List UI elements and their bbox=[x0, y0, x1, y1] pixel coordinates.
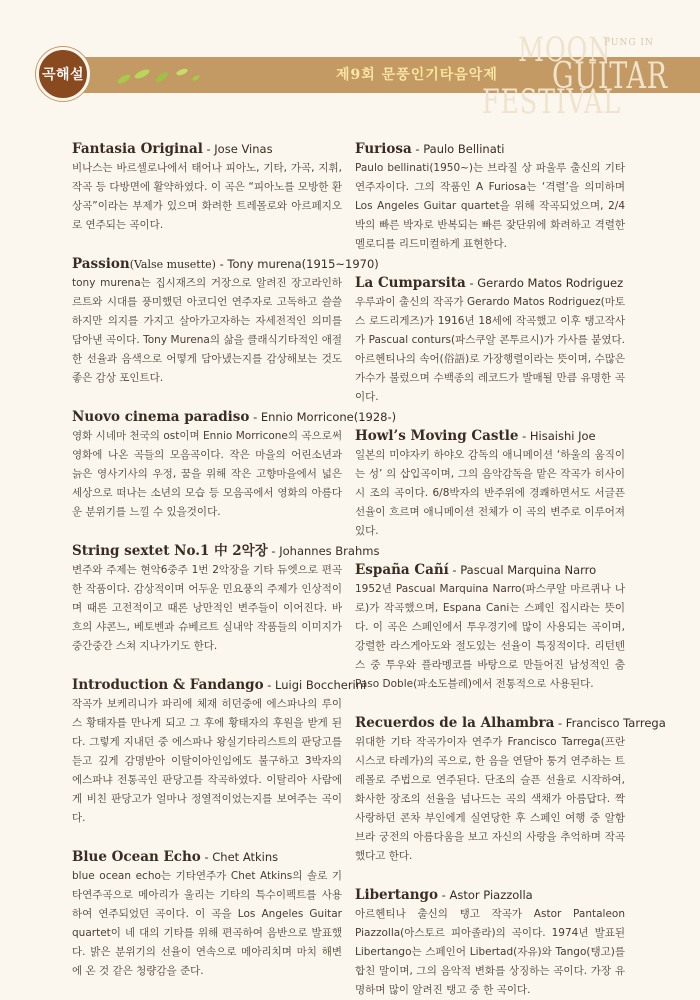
logo-line-festival: FESTIVAL bbox=[482, 82, 621, 122]
piece-title bbox=[72, 676, 367, 695]
piece-espana-cani bbox=[355, 561, 625, 694]
piece-title bbox=[72, 848, 342, 867]
piece-string-sextet bbox=[72, 542, 380, 656]
title-text: Nuovo cinema paradiso bbox=[72, 409, 250, 425]
title-text: String sextet No.1 中 2악장 bbox=[72, 543, 268, 559]
piece-title bbox=[355, 561, 625, 580]
title-text: Blue Ocean Echo bbox=[72, 849, 201, 865]
festival-title: 제9회 문풍인기타음악제 bbox=[336, 67, 498, 83]
piece-nuovo-cinema-paradiso bbox=[72, 408, 397, 522]
piece-passion bbox=[72, 255, 379, 388]
title-text: España Cañí bbox=[355, 562, 449, 578]
composer: - Jose Vinas bbox=[202, 142, 273, 156]
logo-line-moon: MOON bbox=[518, 30, 612, 70]
section-badge: 곡해설 bbox=[36, 47, 90, 101]
title-text: Recuerdos de la Alhambra bbox=[355, 715, 555, 731]
piece-title bbox=[72, 542, 380, 561]
festival-logo bbox=[470, 24, 690, 122]
piece-description: 1952년 Pascual Marquina Narro(파스쿠알 마르퀴나 나로)가 작곡했으며, Espana Cani는 스페인 집시라는 뜻이다. 이 곡은 스페인에서 투우경기에 많이 사용되는 곡이며, 강렬한 라스게아도와 절도있는 선율이 특징적이다. 리턴텐스 중 투우와 플라멩코를 바탕으로 만들어진 남성적인 춤 Paso Doble(파소도블레)에서 전통적으로 사용된다. bbox=[355, 583, 625, 690]
composer: - Hisaishi Joe bbox=[518, 429, 596, 443]
composer: - Astor Piazzolla bbox=[438, 888, 533, 902]
title-text: Introduction & Fandango bbox=[72, 677, 264, 693]
title-text: Passion bbox=[72, 256, 130, 272]
title-text: La Cumparsita bbox=[355, 275, 466, 291]
piece-title bbox=[72, 255, 379, 274]
piece-description: tony murena는 집시재즈의 거장으로 알려진 장고라인하르트와 시대를 풍미했던 아코디언 연주자로 고독하고 쓸쓸하지만 의지를 가지고 살아가고자하는 자세전적인 의미를 담아낸 곡이다. Tony Murena의 삶을 클래식기타적인 애절한 선율과 음색으로 어떻게 담아냈는지를 감상해보는 것도 좋은 감상 포인트다. bbox=[72, 277, 342, 384]
piece-title bbox=[355, 714, 666, 733]
piece-recuerdos-de-la-alhambra bbox=[355, 714, 666, 866]
composer: - Chet Atkins bbox=[200, 850, 279, 864]
title-text: Howl’s Moving Castle bbox=[355, 428, 519, 444]
composer: - Francisco Tarrega bbox=[554, 716, 666, 730]
piece-description: 변주와 주제는 현악6중주 1번 2악장을 기타 듀엣으로 편곡한 작품이다. 감상적이며 어두운 민요풍의 주제가 인상적이며 때론 고전적이고 때론 낭만적인 변주들이 이어진다. 바흐의 샤콘느, 베토벤과 슈베르트 실내악 작품들의 이미지가 중간중간 스쳐 지나가기도 한다. bbox=[72, 564, 342, 652]
piece-blue-ocean-echo bbox=[72, 848, 342, 981]
composer: - Tony murena(1915~1970) bbox=[215, 257, 379, 271]
piece-description: 일본의 미야자키 하야오 감독의 애니메이션 ‘하울의 움직이는 성’ 의 삽입곡이며, 그의 음악감독을 맡은 작곡가 히사이시 조의 곡이다. 6/8박자의 반주위에 경쾌하면서도 서글픈 선율이 흐르며 애니메이션 전체가 이 곡의 변주로 이루어져 있다. bbox=[355, 449, 625, 537]
piece-description: 우루과이 출신의 작곡가 Gerardo Matos Rodriguez(마토스 로드리게즈)가 1916년 18세에 작곡했고 이후 탱고작사가 Pascual conturs(파스쿠알 콘투르시)가 가사를 붙였다. 아르헨티나의 속어(俗語)로 가장행렬이라는 뜻이며, 수많은 가수가 불렀으며 수백종의 레코드가 발매될 만큼 유명한 곡이다. bbox=[355, 296, 625, 403]
piece-howls-moving-castle bbox=[355, 427, 625, 541]
piece-title bbox=[72, 408, 397, 427]
composer: - Pascual Marquina Narro bbox=[448, 563, 597, 577]
title-text: Libertango bbox=[355, 887, 439, 903]
composer: - Ennio Morricone(1928-) bbox=[249, 410, 397, 424]
composer: - Paulo Bellinati bbox=[411, 142, 505, 156]
composer: - Gerardo Matos Rodriguez bbox=[465, 276, 624, 290]
logo-line-pungin: PUNG IN bbox=[604, 38, 654, 48]
piece-description: blue ocean echo는 기타연주가 Chet Atkins의 솔로 기타연주곡으로 메아리가 울리는 기타의 특수이펙트를 사용하여 연주되었던 곡이다. 이 곡을 Los Angeles Guitar quartet이 네 대의 기타를 위해 편곡하여 음반으로 발표했다. 밝은 분위기의 선율이 연속으로 메아리치며 마치 해변에 온 것 같은 청량감을 준다. bbox=[72, 870, 342, 977]
title-text: Fantasia Original bbox=[72, 141, 203, 157]
piece-title bbox=[355, 140, 625, 159]
composer: - Luigi Boccherini bbox=[263, 678, 367, 692]
piece-description: 아르헨티나 출신의 탱고 작곡가 Astor Pantaleon Piazzolla(아스토르 피아졸라)의 곡이다. 1974년 발표된 Libertango는 스페인어 Libertad(자유)와 Tango(탱고)를 합친 말이며, 그의 음악적 변화를 상징하는 곡이다. 가장 유명하며 많이 알려진 탱고 중 한 곡이다. bbox=[355, 908, 625, 996]
composer: - Johannes Brahms bbox=[267, 544, 380, 558]
leaf-decoration-icon bbox=[112, 62, 202, 88]
piece-title bbox=[355, 427, 625, 446]
title-text: Furiosa bbox=[355, 141, 412, 157]
piece-description: Paulo bellinati(1950~)는 브라질 상 파울루 출신의 기타연주자이다. 그의 작품인 A Furiosa는 ‘격렬’을 의미하며 Los Angeles Guitar quartet을 위해 작곡되었으며, 2/4박의 빠른 박자로 반복되는 빠른 잦단위에 화려하고 격렬한 멜로디를 리드미컬하게 표현한다. bbox=[355, 162, 625, 250]
piece-title bbox=[355, 886, 625, 905]
piece-introduction-fandango bbox=[72, 676, 367, 828]
piece-description: 비나스는 바르셀로나에서 태어나 피아노, 기타, 가곡, 지휘, 작곡 등 다방면에 활약하였다. 이 곡은 “피아노를 모방한 환상곡”이라는 부제가 있으며 화려한 트레몰로와 아르페지오로 연주되는 곡이다. bbox=[72, 162, 342, 231]
piece-description: 영화 시네마 천국의 ost이며 Ennio Morricone의 곡으로써 영화에 나온 곡들의 모음곡이다. 작은 마을의 어린소년과 늙은 영사기사의 우정, 꿈을 위해 작은 고향마을에서 넓은 세상으로 떠나는 소년의 모습 등 모음곡에서 영화의 아름다운 분위기를 느낄 수 있을것이다. bbox=[72, 430, 342, 518]
piece-description: 작곡가 보케리니가 파리에 체재 히던중에 에스파나의 루이스 황태자를 만나게 되고 그 후에 황태자의 후원을 받게 된다. 그렇게 지내던 중 에스파나 왕실기타리스트의 판당고를 듣고 깊게 감명받아 이탈이아인임에도 불구하고 3박자의 에스파냐 전통곡인 판당고를 작곡하였다. 이탈리아 사람에게 비친 판당고가 얼마나 정열적이었는지를 보여주는 곡이다. bbox=[72, 698, 342, 824]
piece-libertango bbox=[355, 886, 625, 1000]
piece-title bbox=[72, 140, 342, 159]
right-column bbox=[355, 140, 666, 1000]
piece-furiosa bbox=[355, 140, 625, 254]
logo-line-guitar: GUITAR bbox=[552, 56, 668, 97]
title-subtitle: (Valse musette) bbox=[129, 258, 216, 271]
piece-title bbox=[355, 274, 625, 293]
piece-description: 위대한 기타 작곡가이자 연주가 Francisco Tarrega(프란시스코 타레가)의 곡으로, 한 음을 연달아 퉁겨 연주하는 트레몰로 주법으로 연주된다. 단조의 슬픈 선율로 시작하여, 화사한 장조의 선율을 넘나드는 곡의 색채가 아름답다. 짝사랑하던 콘차 부인에게 실연당한 후 스페인 여행 중 알함브라 궁전의 아름다움을 보고 자신의 사랑을 추억하며 작곡했다고 한다. bbox=[355, 736, 625, 862]
piece-fantasia-original bbox=[72, 140, 342, 235]
piece-la-cumparsita bbox=[355, 274, 625, 407]
